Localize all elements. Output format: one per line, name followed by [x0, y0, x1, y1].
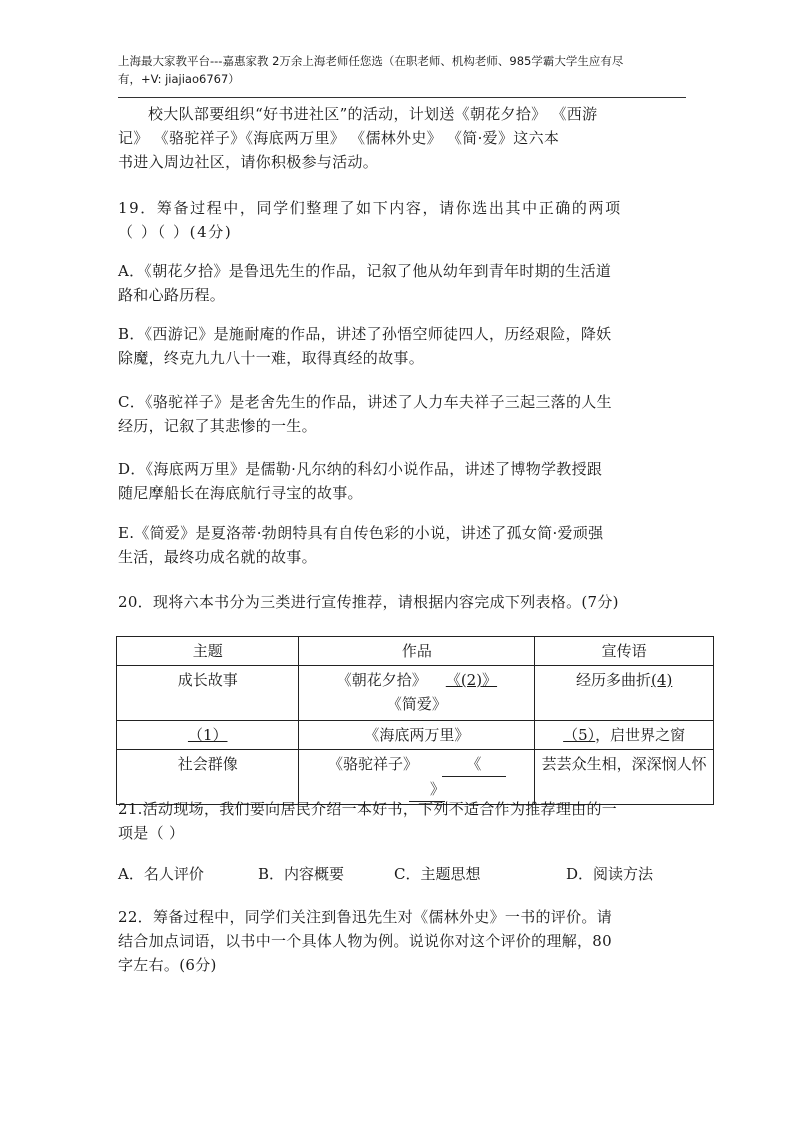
intro-line-3: 书进入周边社区，请你积极参与活动。	[118, 153, 379, 171]
blank-2[interactable]: 《(2)》	[445, 671, 498, 689]
question-19-line-1: 19．筹备过程中，同学们整理了如下内容，请你选出其中正确的两项	[118, 199, 622, 217]
blank-3-close[interactable]: 》	[409, 777, 445, 802]
slogan-growth-text: 经历多曲折	[576, 671, 652, 689]
cell-slogan-growth	[535, 666, 714, 721]
question-22	[118, 905, 692, 977]
option-19-e-line-1: E.《简爱》是夏洛蒂·勃朗特具有自传色彩的小说，讲述了孤女简·爱顽强	[118, 524, 604, 542]
blank-5[interactable]: （5）	[563, 726, 596, 744]
header-line-1: 上海最大家教平台---嘉惠家教 2万余上海老师任您选（在职老师、机构老师、985学霸大学生应有尽	[118, 54, 624, 68]
option-19-c-line-1: C．《骆驼祥子》是老舍先生的作品，讲述了人力车夫祥子三起三落的人生	[118, 393, 612, 411]
question-20: 20．现将六本书分为三类进行宣传推荐，请根据内容完成下列表格。(7分)	[118, 593, 619, 611]
option-19-e-line-2: 生活，最终功成名就的故事。	[118, 548, 317, 566]
blank-3-open[interactable]: 《	[442, 752, 506, 777]
work-twenty-thousand-leagues: 《海底两万里》	[299, 721, 535, 750]
blank-1[interactable]: （1）	[187, 726, 228, 744]
intro-line-1: 校大队部要组织“好书进社区”的活动，计划送《朝花夕拾》 《西游	[148, 105, 598, 123]
cell-theme-society: 社会群像	[117, 750, 299, 805]
option-19-a-line-1: A．《朝花夕拾》是鲁迅先生的作品，记叙了他从幼年到青年时期的生活道	[118, 262, 612, 280]
table-header-slogan: 宣传语	[535, 637, 714, 666]
table-row	[117, 721, 714, 750]
question-21-line-2: 项是（ ）	[118, 824, 185, 842]
option-21-d: D．阅读方法	[566, 865, 654, 883]
option-19-d-line-2: 随尼摩船长在海底航行寻宝的故事。	[118, 484, 363, 502]
table-row	[117, 666, 714, 721]
question-22-line-3: 字左右。(6分)	[118, 956, 217, 974]
question-21-line-1: 21.活动现场，我们要向居民介绍一本好书，下列不适合作为推荐理由的一	[118, 800, 618, 818]
work-jane-eyre: 《简爱》	[386, 695, 447, 713]
question-19	[118, 196, 692, 244]
cell-works-growth	[299, 666, 535, 721]
option-19-a-line-2: 路和心路历程。	[118, 286, 226, 304]
question-19-line-2: （ ）（ ）(4分)	[118, 223, 233, 241]
table-header-theme: 主题	[117, 637, 299, 666]
slogan-science-text: ，启世界之窗	[595, 726, 686, 744]
option-21-c: C．主题思想	[394, 865, 481, 883]
question-21	[118, 797, 692, 845]
option-21-a: A．名人评价	[118, 865, 204, 883]
option-21-b: B．内容概要	[258, 865, 345, 883]
cell-theme-growth: 成长故事	[117, 666, 299, 721]
option-19-c-line-2: 经历，记叙了其悲惨的一生。	[118, 417, 317, 435]
option-19-b-line-2: 除魔，终克九九八十一难，取得真经的故事。	[118, 349, 425, 367]
option-19-e	[118, 521, 692, 569]
intro-line-2: 记》 《骆驼祥子》《海底两万里》 《儒林外史》 《简·爱》这六本	[118, 129, 560, 147]
header-divider	[118, 97, 686, 98]
work-camel-xiangzi: 《骆驼祥子》	[327, 755, 418, 773]
work-chaohua: 《朝花夕拾》	[336, 671, 427, 689]
intro-paragraph	[118, 102, 692, 174]
page-header	[118, 52, 698, 88]
table-header-row	[117, 637, 714, 666]
question-22-line-2: 结合加点词语，以书中一个具体人物为例。说说你对这个评价的理解，80	[118, 932, 612, 950]
option-19-d-line-1: D．《海底两万里》是儒勒·凡尔纳的科幻小说作品，讲述了博物学教授跟	[118, 460, 603, 478]
option-19-d	[118, 457, 692, 505]
cell-slogan-science	[535, 721, 714, 750]
option-19-b	[118, 322, 692, 370]
option-19-b-line-1: B．《西游记》是施耐庵的作品，讲述了孙悟空师徒四人，历经艰险，降妖	[118, 325, 612, 343]
table-header-work: 作品	[299, 637, 535, 666]
recommendation-table	[116, 636, 714, 805]
blank-4[interactable]: (4)	[651, 671, 673, 689]
cell-slogan-society: 芸芸众生相，深深悯人怀	[535, 750, 714, 805]
question-22-line-1: 22．筹备过程中，同学们关注到鲁迅先生对《儒林外史》一书的评价。请	[118, 908, 612, 926]
header-line-2: 有，+V: jiajiao6767）	[118, 72, 240, 86]
option-19-a	[118, 259, 692, 307]
option-19-c	[118, 390, 692, 438]
